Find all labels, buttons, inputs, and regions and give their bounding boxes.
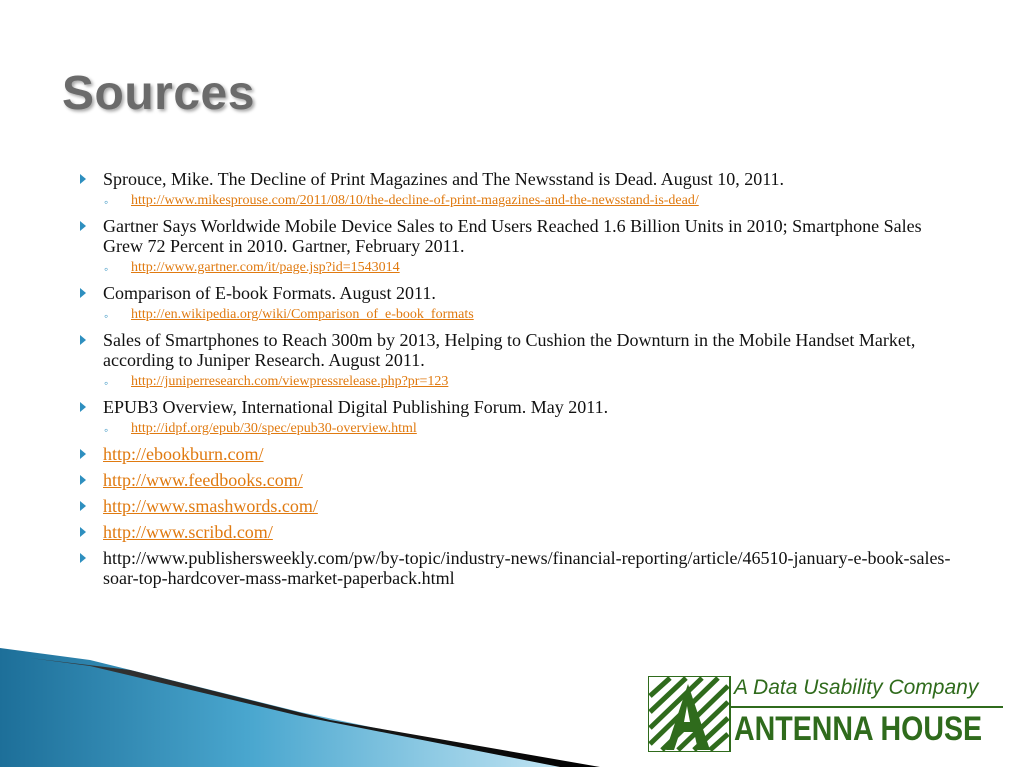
- feedbooks-link[interactable]: http://www.feedbooks.com/: [103, 470, 303, 490]
- sub-item: [76, 260, 956, 276]
- triangle-bullet-icon: [80, 527, 86, 537]
- circle-bullet-icon: ◦: [104, 262, 109, 276]
- source-link[interactable]: http://www.mikesprouse.com/2011/08/10/the-decline-of-print-magazines-and-the-newsstand-is-dead/: [131, 193, 699, 208]
- circle-bullet-icon: ◦: [104, 376, 109, 390]
- list-item: [76, 522, 956, 542]
- list-item: [76, 169, 956, 189]
- circle-bullet-icon: ◦: [104, 195, 109, 209]
- source-text: Sales of Smartphones to Reach 300m by 2013, Helping to Cushion the Downturn in the Mobile Handset Market, according to Juniper Research. August 2011.: [103, 330, 916, 370]
- circle-bullet-icon: ◦: [104, 309, 109, 323]
- triangle-bullet-icon: [80, 288, 86, 298]
- list-item: [76, 470, 956, 490]
- triangle-bullet-icon: [80, 449, 86, 459]
- triangle-bullet-icon: [80, 174, 86, 184]
- list-item: [76, 397, 956, 417]
- antenna-house-logo: [648, 676, 1003, 752]
- logo-name: ANTENNA HOUSE: [734, 710, 983, 748]
- triangle-bullet-icon: [80, 402, 86, 412]
- decorative-swoosh: [0, 640, 620, 767]
- source-link[interactable]: http://idpf.org/epub/30/spec/epub30-overview.html: [131, 421, 417, 436]
- publishersweekly-text: http://www.publishersweekly.com/pw/by-topic/industry-news/financial-reporting/article/46510-january-e-book-sales-soar-top-hardcover-mass-market-paperback.html: [103, 548, 951, 588]
- triangle-bullet-icon: [80, 475, 86, 485]
- source-text: Gartner Says Worldwide Mobile Device Sales to End Users Reached 1.6 Billion Units in 2010; Smartphone Sales Grew 72 Percent in 2010. Gartner, February 2011.: [103, 216, 922, 256]
- source-text: EPUB3 Overview, International Digital Publishing Forum. May 2011.: [103, 397, 609, 417]
- source-link[interactable]: http://juniperresearch.com/viewpressrelease.php?pr=123: [131, 374, 449, 389]
- source-text: Comparison of E-book Formats. August 2011.: [103, 283, 436, 303]
- list-item: [76, 496, 956, 516]
- triangle-bullet-icon: [80, 553, 86, 563]
- source-link[interactable]: http://www.gartner.com/it/page.jsp?id=1543014: [131, 260, 400, 275]
- sub-item: [76, 193, 956, 209]
- source-text: Sprouce, Mike. The Decline of Print Magazines and The Newsstand is Dead. August 10, 2011.: [103, 169, 785, 189]
- ebookburn-link[interactable]: http://ebookburn.com/: [103, 444, 264, 464]
- source-link[interactable]: http://en.wikipedia.org/wiki/Comparison_of_e-book_formats: [131, 307, 474, 322]
- triangle-bullet-icon: [80, 335, 86, 345]
- list-item: [76, 444, 956, 464]
- sub-item: [76, 307, 956, 323]
- list-item: [76, 330, 956, 370]
- sources-list: [76, 169, 956, 594]
- circle-bullet-icon: ◦: [104, 423, 109, 437]
- sub-item: [76, 421, 956, 437]
- list-item: [76, 283, 956, 303]
- page-title: Sources: [62, 67, 255, 120]
- triangle-bullet-icon: [80, 221, 86, 231]
- scribd-link[interactable]: http://www.scribd.com/: [103, 522, 273, 542]
- smashwords-link[interactable]: http://www.smashwords.com/: [103, 496, 318, 516]
- sub-item: [76, 374, 956, 390]
- logo-tagline: A Data Usability Company: [734, 676, 979, 699]
- list-item: [76, 548, 956, 588]
- list-item: [76, 216, 956, 256]
- triangle-bullet-icon: [80, 501, 86, 511]
